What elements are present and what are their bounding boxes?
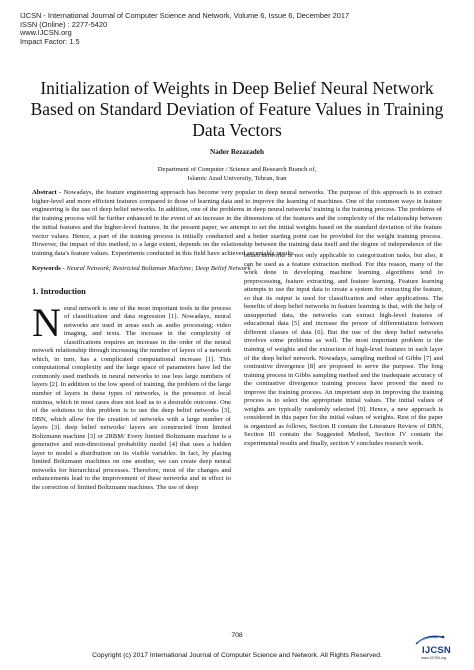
journal-header: [20, 12, 349, 46]
journal-website: www.IJCSN.org: [20, 28, 72, 38]
logo-text: IJCSN: [422, 645, 451, 656]
drop-cap: N: [32, 299, 61, 345]
journal-impact-factor: Impact Factor: 1.5: [20, 36, 80, 46]
abstract-text: Nowadays, the feature engineering approach has become very popular in deep neural networks. The purpose of this approach is to extract higher-level and more efficient features compared to those of learning data and to improve the learning of machines. One of the common ways in feature engineering is the use of deep belief networks. In addition, one of the problems in deep neural networks' training is the training process. The problems of the training process will be further enhanced in the event of an increase in the dimensions of the features and the complexity of the relationship between the initial features and the higher-level features. In the present paper, we attempt to set the initial weights based on the standard deviation of the feature vector values. Hence, a part of the training process is initially conducted and a better starting point can be provided for the weight training process. However, the impact of this method, to a large extent, depends on the relationship between the training data itself and the degree of independence of the training data's feature values. Experiments conducted in this field have achieved acceptable results.: [32, 189, 442, 258]
affiliation-line: Islamic Azad University, Tehran, Iran: [187, 174, 287, 182]
right-column: [244, 252, 443, 449]
page-number: 708: [231, 632, 243, 639]
journal-header-line: IJCSN - International Journal of Computer Science and Network, Volume 6, Issue 6, December 2017: [20, 11, 350, 20]
paper-author: Nader Rezazadeh: [210, 148, 264, 156]
paper-title: Initialization of Weights in Deep Belief Neural Network Based on Standard Deviation of Feature Values in Training Data Vectors: [30, 78, 444, 140]
section-heading: 1. Introduction: [32, 287, 86, 296]
logo-url: www.IJCSN.org: [421, 656, 447, 660]
keywords-text: Neural Network; Restricted Boltzman Machine; Deep Belief Network: [64, 265, 251, 272]
keywords-label: Keywords -: [32, 265, 65, 272]
copyright-notice: Copyright (c) 2017 International Journal of Computer Science and Network. All Rights Reserved.: [92, 652, 382, 659]
journal-issn: ISSN (Online) : 2277-5420: [20, 19, 108, 29]
intro-left-text: eural network is one of the most important tools in the process of classification and data regression [1]. Nowadays, neural networks are used in areas such as audio processing; video imaging, and texts. The increase in the complexity of classifications requires an increase in the order of the neural network relationship through increasing the number of layers of a network which, in turn, has a complicated computational increase [1]. This computational complexity and the large space of parameters have led the commonly used methods in neural networks to use less large numbers of layers [2]. In addition to the low speed of training, the problem of the large number of layers in these types of networks, is the presence of local minima, which in most cases does not lead us to a desirable outcome. One of the solutions to this problem is to use the deep belief networks [3], DBN, which allow for the creation of networks with a large number of layers [3]. deep belief networks' layers are constructed from limited Boltzmann machine [3] or 2RBM/ Every limited Boltzmann machine is a generative and non-directional probability model [4] that uses a hidden layer to model a distribution on its visible variables. In fact, by placing limited Boltzmann machines on one another, we can create deep neural networks for hierarchical processes. Therefore, most of the changes and enhancements lead to the improvement of these networks and in effect to the correction of limited Boltzmann machines. The use of deep: [32, 304, 231, 492]
intro-right-text: belief networks is not only applicable to categorization tasks, but also, it can be used as a feature extraction method. For this reason, many of the work done in developing machine learning algorithms tend to preprocessing, feature extracting, and feature learning. Feature learning attempts to use the input data to create a system for extracting the feature, so that its output is used for classification and other applications. The benefits of deep belief networks in feature learning is that, with the help of unsupported data, the networks can extract high-level features of educational data [5] and increase the power of differentiation between different classes of data [6]. But the use of the deep belief networks involves some problems as well. The most important problem is the training of weights and the extraction of high-level features in each layer of the deep belief network. Nowadays, sampling method of Gibbs [7] and contrastive divergence [8] are proposed to serve the purpose. The long training process in Gibbs sampling method and the inadequate accuracy of the contrastive divergence training process have proved the need to improve the training process. An important step in improving the training process is to select the appropriate initial values. The initial values of weights are typically randomly selected [9]. Hence, a new approach is considered in this paper for the initial values of weights. Rest of the paper is organized as follows, Section II contain the Literature Review of DBN, Section III contain the Suggested Method, Section IV contain the experimental results and finally, section V concludes research work.: [244, 252, 443, 448]
ijcsn-logo: [412, 632, 458, 662]
author-affiliation: [0, 166, 474, 183]
left-column: [32, 282, 231, 493]
intro-paragraph: [32, 299, 231, 493]
affiliation-line: Department of Computer / Science and Research Branch of,: [157, 166, 317, 173]
abstract-label: Abstract -: [32, 189, 62, 196]
abstract: [32, 189, 442, 259]
